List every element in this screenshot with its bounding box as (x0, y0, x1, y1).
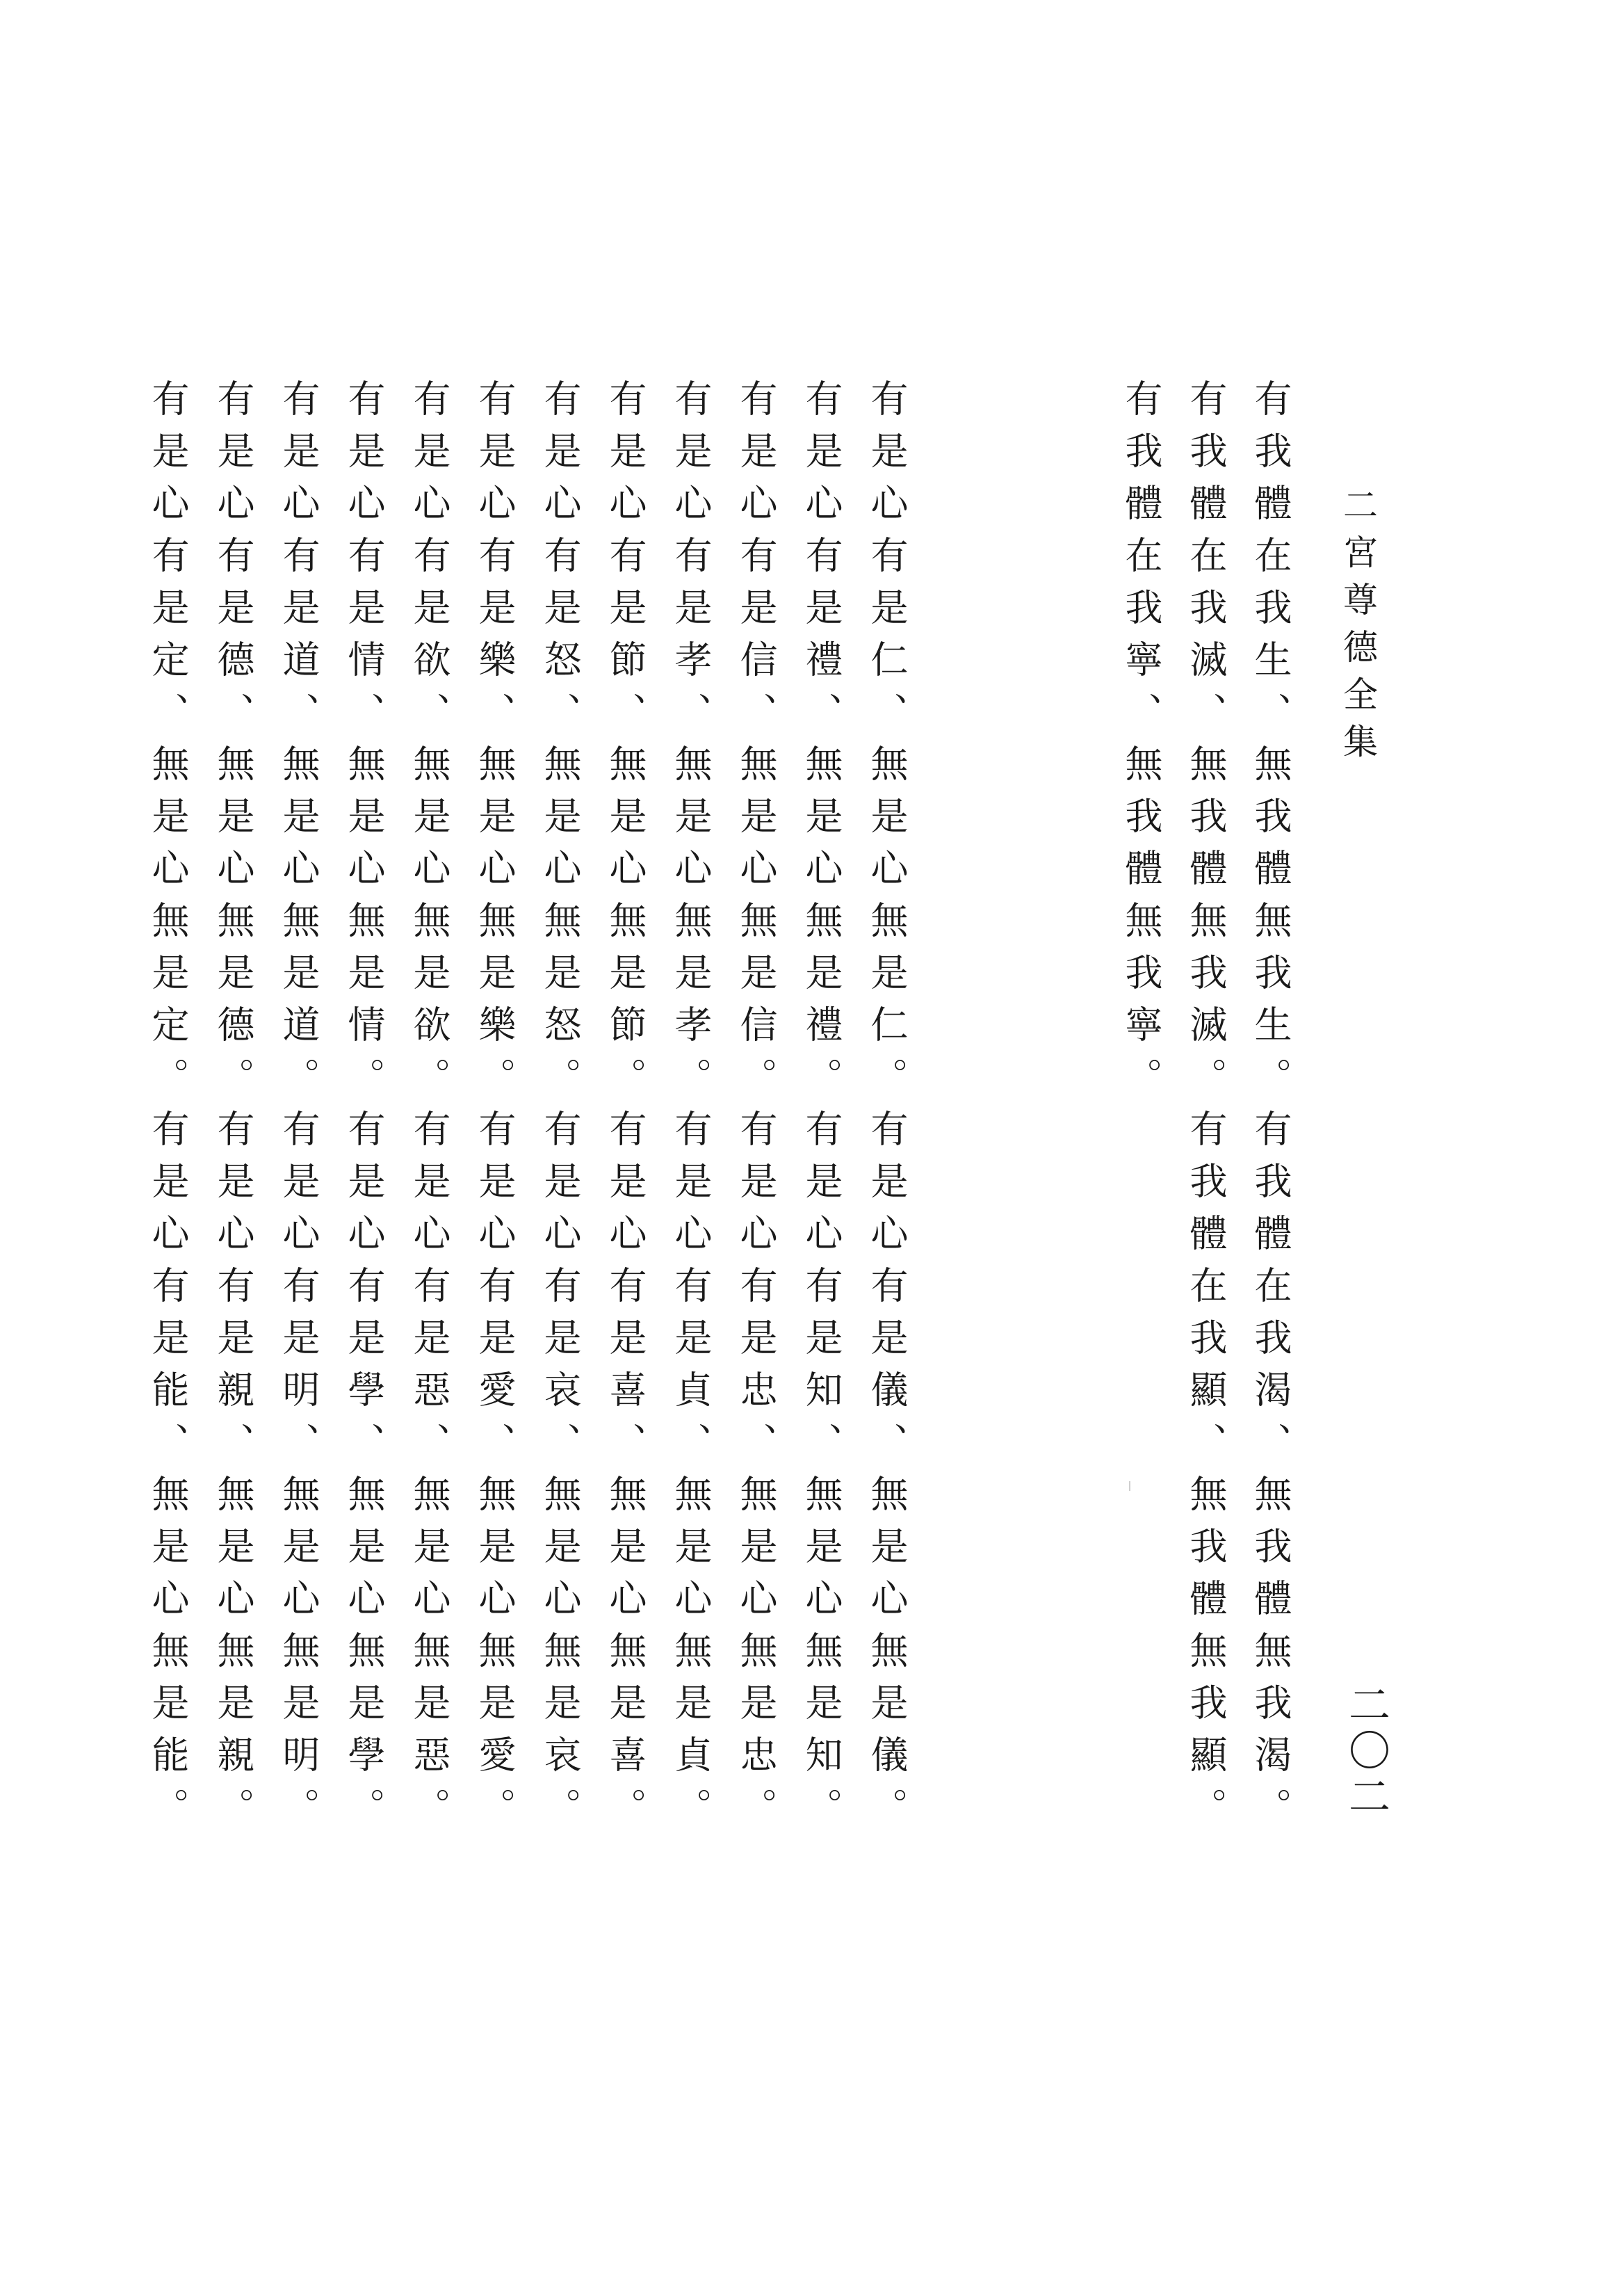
text-column: 有是心有是情、無是心無是情。有是心有是學、無是心無是學。 (342, 379, 386, 1839)
text-column: 有是心有是孝、無是心無是孝。有是心有是貞、無是心無是貞。 (669, 379, 713, 1839)
page-number: 二〇二 (1342, 1683, 1390, 1821)
text-column: 有是心有是信、無是心無是信。有是心有是忠、無是心無是忠。 (734, 379, 778, 1839)
text-column: 有是心有是怒、無是心無是怒。有是心有是哀、無是心無是哀。 (538, 379, 582, 1839)
text-column: 有是心有是禮、無是心無是禮。有是心有是知、無是心無是知。 (799, 379, 843, 1839)
text-column: 有是心有是仁、無是心無是仁。有是心有是儀、無是心無是儀。 (865, 379, 909, 1839)
text-column: 有是心有是欲、無是心無是欲。有是心有是惡、無是心無是惡。 (407, 379, 451, 1839)
scan-speck (1129, 1481, 1130, 1491)
text-column: 有是心有是樂、無是心無是樂。有是心有是愛、無是心無是愛。 (473, 379, 517, 1839)
text-column: 有我體在我生、無我體無我生。有我體在我渴、無我體無我渴。 (1249, 379, 1292, 1839)
text-column: 有是心有是道、無是心無是道。有是心有是明、無是心無是明。 (277, 379, 320, 1839)
text-column: 有我體在我滅、無我體無我滅。有我體在我顯、無我體無我顯。 (1184, 379, 1228, 1839)
text-column: 有是心有是德、無是心無是德。有是心有是親、無是心無是親。 (211, 379, 255, 1839)
running-header: 二宮尊德全集 (1338, 487, 1378, 770)
text-column: 有我體在我寧、無我體無我寧。 (1119, 379, 1163, 1109)
text-column: 有是心有是節、無是心無是節。有是心有是喜、無是心無是喜。 (603, 379, 647, 1839)
text-column: 有是心有是定、無是心無是定。有是心有是能、無是心無是能。 (146, 379, 190, 1839)
